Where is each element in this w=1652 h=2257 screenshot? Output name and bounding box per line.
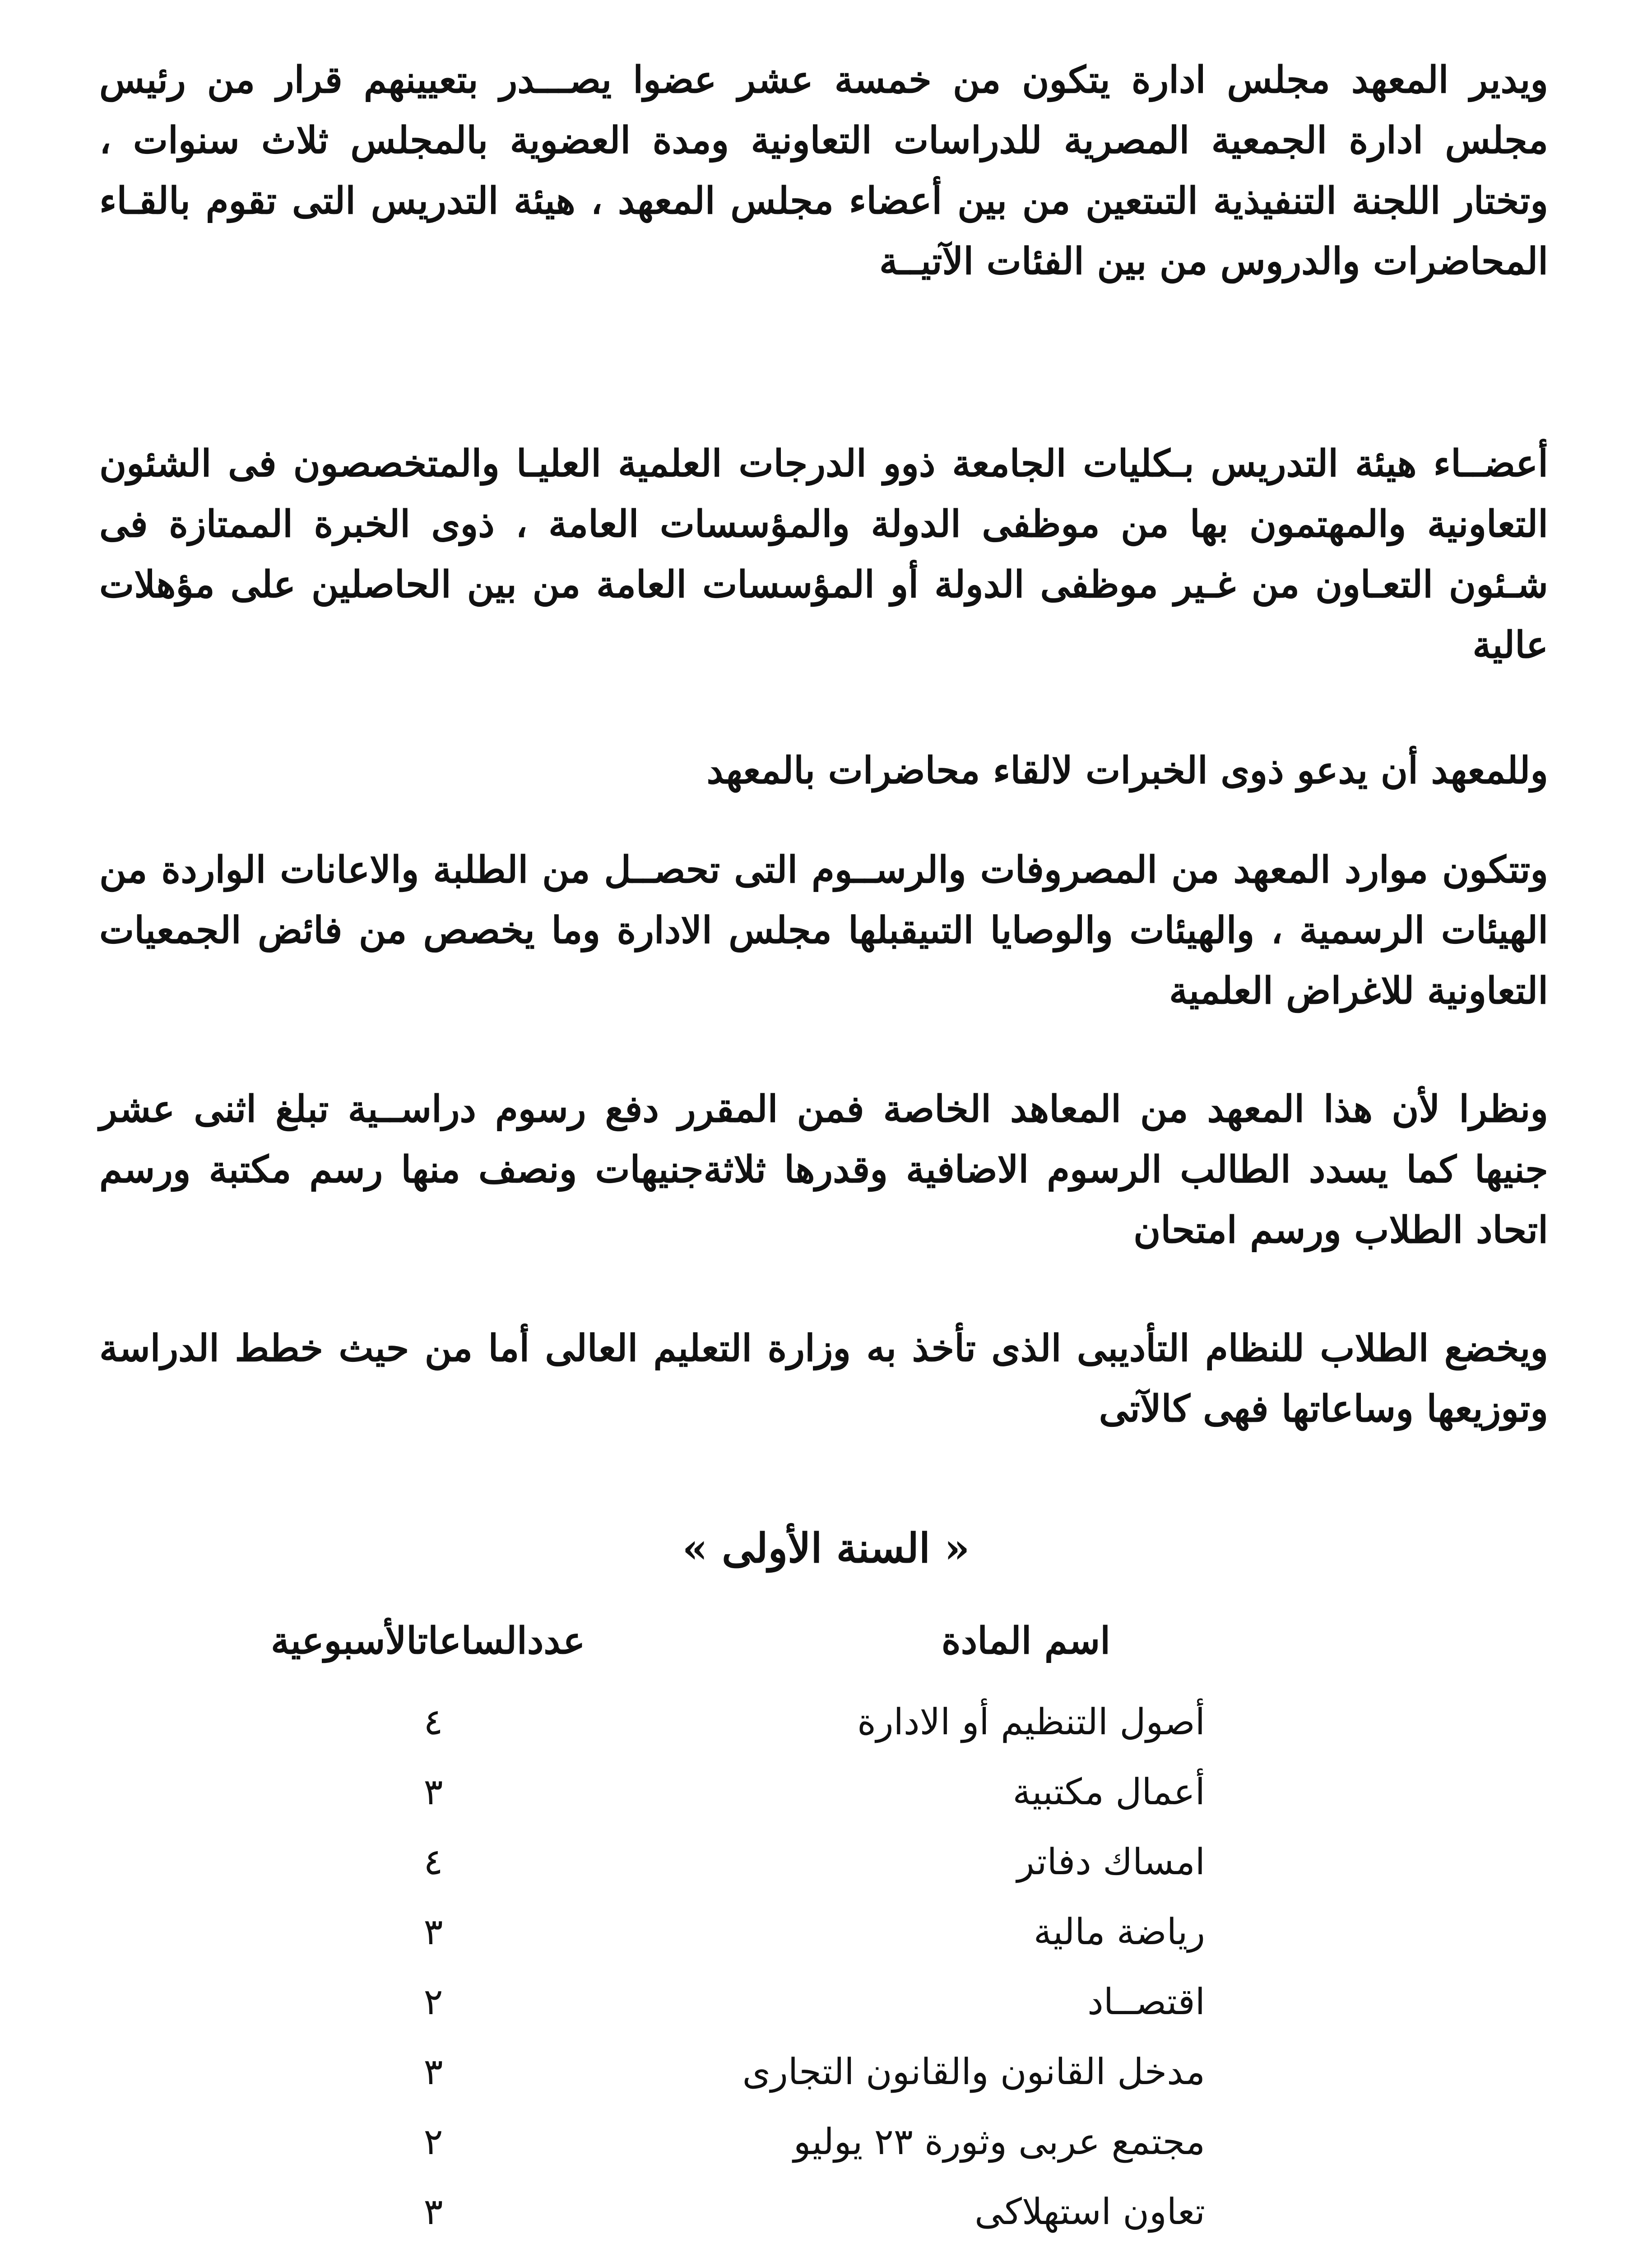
paragraph-discipline: ويخضع الطلاب للنظام التأديبى الذى تأخذ به وزارة التعليم العالى أما من حيث خطط الدراسة وتوزيعها وساعاتها فهى كالآتى (99, 1327, 1548, 1430)
table-row-subject: مدخل القانون والقانون التجارى (742, 2051, 1205, 2093)
section-heading-first-year: « السنة الأولى » (682, 1524, 970, 1572)
table-row-subject: مجتمع عربى وثورة ٢٣ يوليو (793, 2121, 1205, 2163)
table-row-hours: ٢ (423, 2121, 443, 2163)
paragraph-experts: وللمعهد أن يدعو ذوى الخبرات لالقاء محاضرات بالمعهد (706, 749, 1548, 792)
table-row-subject: رياضة مالية (1033, 1911, 1205, 1953)
table-row-hours: ٢ (423, 1981, 443, 2023)
table-row-hours: ٣ (423, 2051, 443, 2093)
column-header-subject: اسم المادة (941, 1619, 1110, 1663)
table-row-subject: اقتصــاد (1087, 1981, 1205, 2023)
paragraph-resources: وتتكون موارد المعهد من المصروفات والرســوم التى تحصــل من الطلبة والاعانات الواردة من الهيئات الرسمية ، والهيئات والوصايا التىيقبلها مجلس الادارة وما يخصص من فائض الجمعيات التعاونية للاغراض العلمية (99, 848, 1548, 1012)
table-row-hours: ٣ (423, 2191, 443, 2233)
table-row-subject: تعاون استهلاكى (974, 2191, 1205, 2233)
table-row-hours: ٣ (423, 1911, 443, 1953)
table-row-hours: ٤ (423, 1841, 443, 1883)
column-header-weekly-hours: عددالساعاتالأسبوعية (271, 1619, 585, 1663)
table-row-hours: ٣ (423, 1771, 443, 1813)
paragraph-fees: ونظرا لأن هذا المعهد من المعاهد الخاصة فمن المقرر دفع رسوم دراســية تبلغ اثنى عشر جنيها كما يسدد الطالب الرسوم الاضافية وقدرها ثلاثةجنيهات ونصف منها رسم مكتبة ورسم اتحاد الطلاب ورسم امتحان (99, 1087, 1548, 1252)
table-row-hours: ٤ (423, 1701, 443, 1743)
table-row-subject: أعمال مكتبية (1012, 1771, 1205, 1813)
table-row-subject: أصول التنظيم أو الادارة (857, 1701, 1205, 1743)
paragraph-faculty: أعضــاء هيئة التدريس بـكليات الجامعة ذوو الدرجات العلمية العليـا والمتخصصون فى الشئون التعاونية والمهتمون بها من موظفى الدولة والمؤسسات العامة ، ذوى الخبرة الممتازة فى شـئون التعـاون من غـير موظفى الدولة أو المؤسسات العامة من بين الحاصلين على مؤهلات عالية (99, 442, 1548, 667)
table-row-subject: امساك دفاتر (1017, 1841, 1205, 1883)
paragraph-board: ويدير المعهد مجلس ادارة يتكون من خمسة عشر عضوا يصـــدر بتعيينهم قرار من رئيس مجلس ادارة الجمعية المصرية للدراسات التعاونية ومدة العضوية بالمجلس ثلاث سنوات ، وتختار اللجنة التنفيذية التىتعين من بين أعضاء مجلس المعهد ، هيئة التدريس التى تقوم بالقـاء المحاضرات والدروس من بين الفئات الآتيــة (99, 58, 1548, 283)
